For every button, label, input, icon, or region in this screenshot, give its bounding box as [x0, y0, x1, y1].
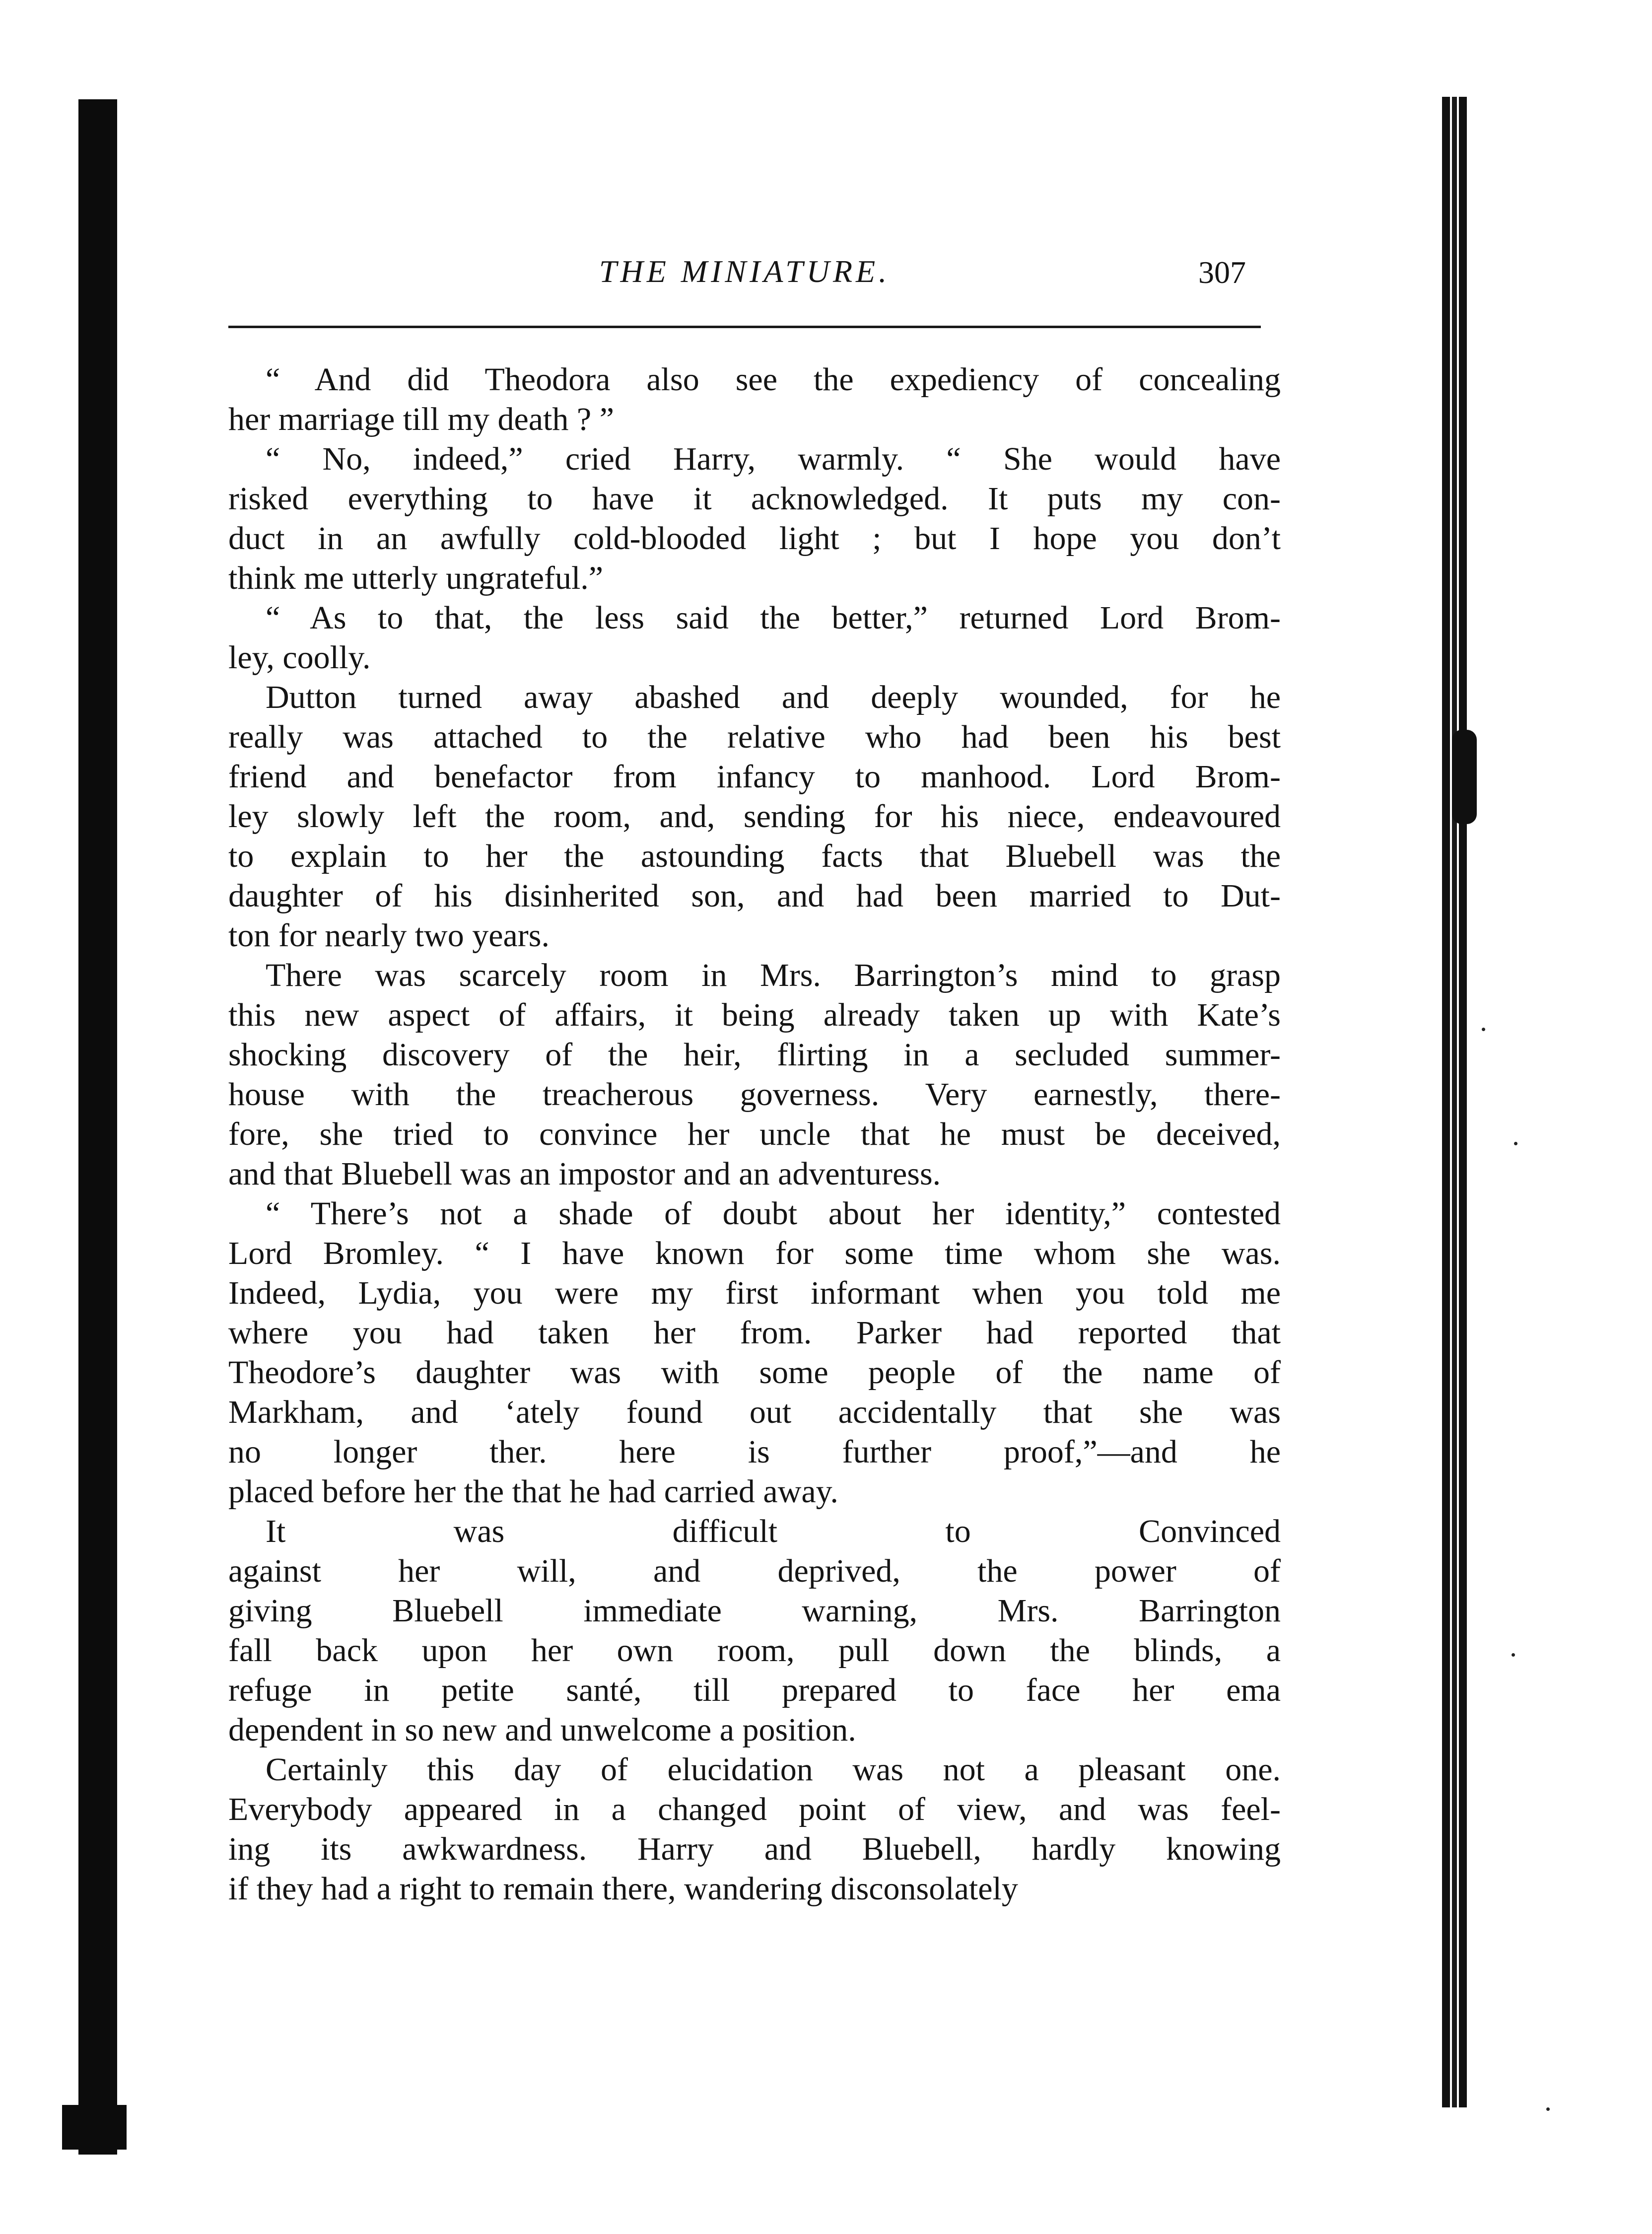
- scan-speck: [1514, 1142, 1517, 1145]
- paragraph: [228, 956, 1281, 1194]
- text-line: duct in an awfully cold-blooded light ; but I hope you don’t: [228, 520, 1281, 557]
- paragraph: [228, 439, 1281, 598]
- text-line: daughter of his disinherited son, and had been married to Dut-: [228, 878, 1281, 914]
- page-edge-lip: [1452, 730, 1477, 824]
- scan-speck: [1482, 1028, 1485, 1031]
- text-line: against her will, and deprived, the power of: [228, 1553, 1281, 1589]
- running-title: THE MINIATURE.: [599, 254, 891, 289]
- text-line: to explain to her the astounding facts that Bluebell was the: [228, 838, 1281, 874]
- page-number: 307: [1198, 255, 1246, 290]
- text-line: fore, she tried to convince her uncle that he must be deceived,: [228, 1116, 1281, 1152]
- text-line: Dutton turned away abashed and deeply wounded, for he: [266, 679, 1281, 715]
- text-line: Everybody appeared in a changed point of view, and was feel-: [228, 1791, 1281, 1827]
- paragraph: [228, 360, 1281, 439]
- scan-speck: [1512, 1653, 1515, 1657]
- text-line: house with the treacherous governess. Very earnestly, there-: [228, 1076, 1281, 1113]
- text-line: “ And did Theodora also see the expediency of concealing: [266, 361, 1281, 398]
- text-line: placed before her the that he had carried away.: [228, 1473, 838, 1510]
- text-line: giving Bluebell immediate warning, Mrs. Barrington: [228, 1593, 1281, 1629]
- text-line: her marriage till my death ? ”: [228, 401, 614, 437]
- scan-speck: [1546, 2107, 1550, 2111]
- text-line: Markham, and ‘ately found out accidentally that she was: [228, 1394, 1281, 1430]
- header-rule: [228, 326, 1261, 328]
- text-line: Theodore’s daughter was with some people of the name of: [228, 1354, 1281, 1391]
- text-line: risked everything to have it acknowledged. It puts my con-: [228, 481, 1281, 517]
- binding-shadow: [78, 99, 117, 2155]
- text-line: ley slowly left the room, and, sending for his niece, endeavoured: [228, 798, 1281, 835]
- text-line: ing its awkwardness. Harry and Bluebell, hardly knowing: [228, 1831, 1281, 1867]
- text-line: ton for nearly two years.: [228, 917, 550, 954]
- text-line: Lord Bromley. “ I have known for some time whom she was.: [228, 1235, 1281, 1271]
- text-line: Indeed, Lydia, you were my first informant when you told me: [228, 1275, 1281, 1311]
- text-line: There was scarcely room in Mrs. Barrington’s mind to grasp: [266, 957, 1281, 993]
- text-line: refuge in petite santé, till prepared to face her ema: [228, 1672, 1281, 1708]
- paragraph: [228, 1512, 1281, 1750]
- text-line: no longer ther. here is further proof,”—and he: [228, 1434, 1281, 1470]
- body-text: [228, 360, 1281, 1909]
- text-line: It was difficult to Convinced: [266, 1513, 1281, 1549]
- text-line: dependent in so new and unwelcome a position.: [228, 1712, 856, 1748]
- page-edge-shadow: [1442, 97, 1467, 2107]
- text-line: this new aspect of affairs, it being already taken up with Kate’s: [228, 997, 1281, 1033]
- paragraph: [228, 1194, 1281, 1512]
- text-line: and that Bluebell was an impostor and an adventuress.: [228, 1156, 941, 1192]
- text-line: “ As to that, the less said the better,” returned Lord Brom-: [266, 600, 1281, 636]
- paragraph: [228, 678, 1281, 956]
- text-line: fall back upon her own room, pull down the blinds, a: [228, 1632, 1281, 1669]
- paragraph: [228, 598, 1281, 678]
- binding-shadow-foot: [62, 2105, 127, 2150]
- paragraph: [228, 1750, 1281, 1909]
- text-line: where you had taken her from. Parker had reported that: [228, 1315, 1281, 1351]
- text-line: ley, coolly.: [228, 639, 371, 676]
- text-line: “ There’s not a shade of doubt about her identity,” contested: [266, 1195, 1281, 1232]
- text-line: friend and benefactor from infancy to manhood. Lord Brom-: [228, 759, 1281, 795]
- text-line: think me utterly ungrateful.”: [228, 560, 604, 596]
- text-line: really was attached to the relative who had been his best: [228, 719, 1281, 755]
- text-line: “ No, indeed,” cried Harry, warmly. “ She would have: [266, 441, 1281, 477]
- text-line: shocking discovery of the heir, flirting in a secluded summer-: [228, 1037, 1281, 1073]
- text-line: Certainly this day of elucidation was not a pleasant one.: [266, 1751, 1281, 1788]
- text-line: if they had a right to remain there, wandering disconsolately: [228, 1871, 1018, 1907]
- page-header: [228, 248, 1261, 308]
